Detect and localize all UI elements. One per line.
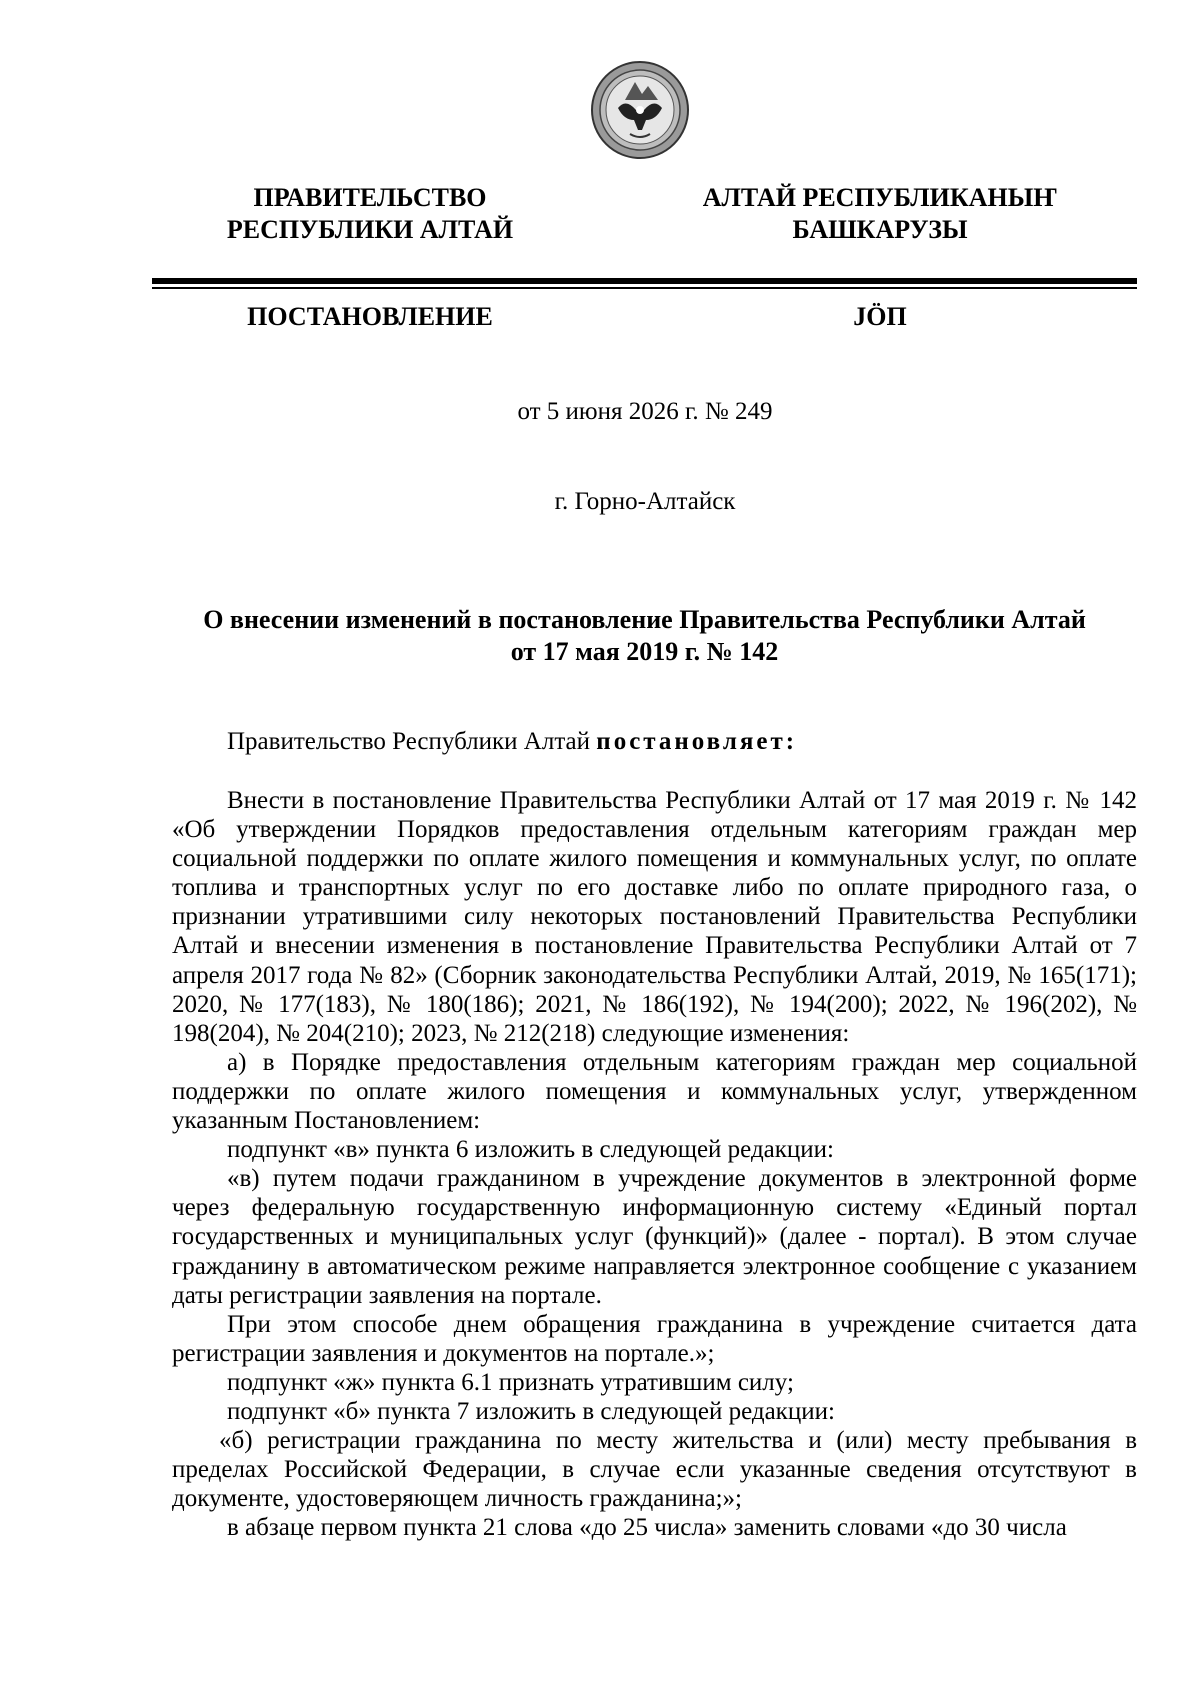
doctype-ru: ПОСТАНОВЛЕНИЕ	[247, 302, 493, 331]
document-title	[152, 604, 1137, 668]
paragraph: При этом способе днем обращения гражданина в учреждение считается дата регистрации заявления и документов на портале.»;	[172, 1310, 1137, 1367]
paragraph: подпункт «в» пункта 6 изложить в следующей редакции:	[227, 1136, 834, 1164]
title-line1: О внесении изменений в постановление Правительства Республики Алтай	[203, 605, 1086, 634]
document-date-number: от 5 июня 2026 г. № 249	[517, 398, 773, 425]
preamble-text: Правительство Республики Алтай	[227, 728, 597, 755]
header-right-line2: БАШКАРУЗЫ	[792, 215, 968, 244]
header-divider-thin	[152, 287, 1137, 289]
paragraph: в абзаце первом пункта 21 слова «до 25 числа» заменить словами «до 30 числа	[227, 1514, 1067, 1542]
preamble-emphasis: постановляет:	[596, 728, 798, 755]
coat-of-arms-emblem	[590, 60, 690, 160]
header-left-ru	[200, 182, 540, 246]
header-right-line1: АЛТАЙ РЕСПУБЛИКАНЫҤ	[702, 183, 1058, 212]
paragraph: а) в Порядке предоставления отдельным категориям граждан мер социальной поддержки по оплате жилого помещения и коммунальных услуг, утвержденном указанным Постановлением:	[172, 1048, 1137, 1135]
document-city: г. Горно-Алтайск	[554, 488, 736, 515]
paragraph: подпункт «ж» пункта 6.1 признать утратившим силу;	[227, 1368, 794, 1396]
header-divider-thick	[152, 278, 1137, 284]
paragraph: «в) путем подачи гражданином в учреждение документов в электронной форме через федеральную государственную информационную систему «Единый портал государственных и муниципальных услуг (функций)» (далее - портал). В этом случае гражданину в автоматическом режиме направляется электронное сообщение с указанием даты регистрации заявления на портале.	[172, 1165, 1137, 1309]
header-right-alt	[700, 182, 1060, 246]
paragraph: подпункт «б» пункта 7 изложить в следующей редакции:	[227, 1397, 835, 1425]
doctype-alt: JÖП	[853, 302, 907, 331]
header-left-line2: РЕСПУБЛИКИ АЛТАЙ	[226, 215, 514, 244]
header-left-line1: ПРАВИТЕЛЬСТВО	[253, 183, 487, 212]
paragraph: Внести в постановление Правительства Республики Алтай от 17 мая 2019 г. № 142 «Об утверждении Порядков предоставления отдельным категориям граждан мер социальной поддержки по оплате жилого помещения и коммунальных услуг, по оплате топлива и транспортных услуг по его доставке либо по оплате природного газа, о признании утратившими силу некоторых постановлений Правительства Республики Алтай и внесении изменения в постановление Правительства Республики Алтай от 7 апреля 2017 года № 82» (Сборник законодательства Республики Алтай, 2019, № 165(171); 2020, № 177(183), № 180(186); 2021, № 186(192), № 194(200); 2022, № 196(202), № 198(204), № 204(210); 2023, № 212(218) следующие изменения:	[172, 787, 1137, 1047]
document-body	[172, 786, 1137, 1542]
paragraph: «б) регистрации гражданина по месту жительства и (или) месту пребывания в пределах Российской Федерации, в случае если указанные сведения отсутствуют в документе, удостоверяющем личность гражданина;»;	[172, 1427, 1137, 1513]
preamble	[227, 728, 797, 756]
title-line2: от 17 мая 2019 г. № 142	[510, 637, 779, 666]
